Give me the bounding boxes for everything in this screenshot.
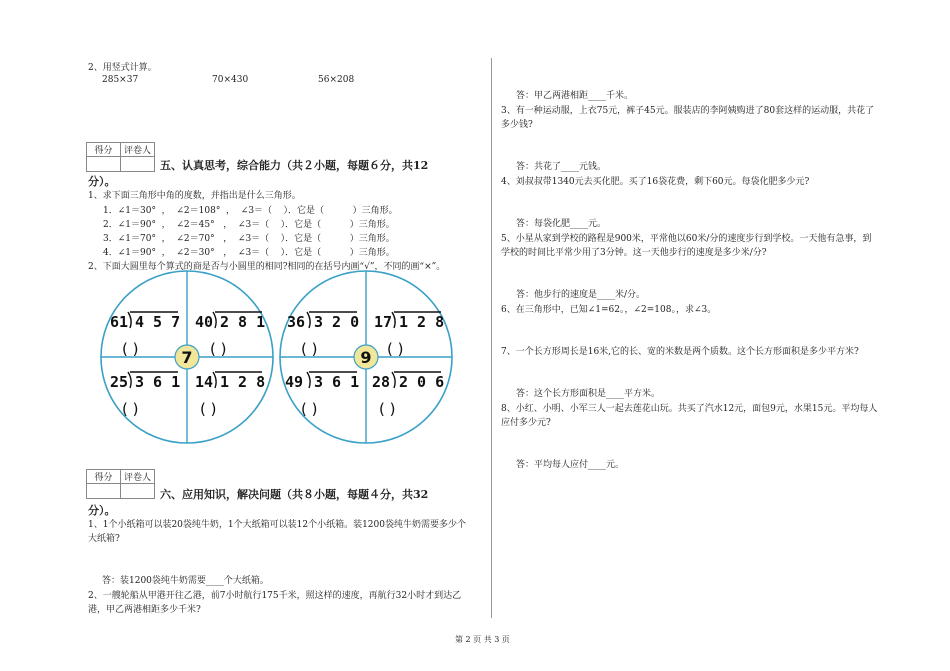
s5-q1-row: 2．∠1＝90° ， ∠2＝45° ， ∠3＝（ ）．它是（ ）三角形。 xyxy=(103,220,395,230)
question-8: 8、小红、小明、小军三人一起去莲花山玩。共买了汽水12元，面包9元，水果15元。平均每人 xyxy=(501,404,878,414)
s6-question-1-cont: 大纸箱? xyxy=(88,534,120,544)
score-cell xyxy=(87,157,121,172)
grader-cell xyxy=(121,157,155,172)
dividend: 2 0 6 xyxy=(399,373,445,391)
section6-title-cont: 分）。 xyxy=(88,504,116,517)
page-footer: 第 2 页 共 3 页 xyxy=(455,635,510,644)
score-label: 得分 xyxy=(87,143,121,157)
dividend: 2 8 1 xyxy=(220,313,266,331)
divisor: 14 xyxy=(195,373,214,391)
divisor: 61 xyxy=(110,313,129,331)
answer-paren: ( ) xyxy=(122,340,139,358)
dividend: 3 2 0 xyxy=(314,313,360,331)
s5-question-1: 1、求下面三角形中角的度数，并指出是什么三角形。 xyxy=(88,191,301,201)
dividend: 3 6 1 xyxy=(314,373,360,391)
dividend: 4 5 7 xyxy=(135,313,181,331)
s6-question-2: 2、一艘轮船从甲港开往乙港，前7小时航行175千米，照这样的速度，再航行32小时才到达乙 xyxy=(88,591,462,601)
answer-5: 答：他步行的速度是____米/分。 xyxy=(516,290,646,300)
grader-label: 评卷人 xyxy=(121,143,155,157)
s5-q1-row: 1．∠1＝30° ， ∠2＝108° ， ∠3＝（ ）．它是（ ）三角形。 xyxy=(103,206,398,216)
answer-2: 答：甲乙两港相距____千米。 xyxy=(516,91,634,101)
divisor: 25 xyxy=(110,373,129,391)
score-table-6 xyxy=(86,469,155,499)
s5-q1-row: 3．∠1＝70° ， ∠2＝70° ， ∠3＝（ ）．它是（ ）三角形。 xyxy=(103,234,395,244)
divisor: 40 xyxy=(195,313,214,331)
question-5: 5、小星从家到学校的路程是900米，平常他以60米/分的速度步行到学校。一天他有急事，到 xyxy=(501,234,872,244)
question-3: 3、有一种运动服，上衣75元，裤子45元。服装店的李阿姨购进了80套这样的运动服，共花了 xyxy=(501,106,875,116)
question-8-cont: 应付多少元? xyxy=(501,418,551,428)
answer-paren: ( ) xyxy=(387,340,404,358)
score-label: 得分 xyxy=(87,470,121,484)
question-4: 4、刘叔叔带1340元去买化肥。买了16袋花费，剩下60元。每袋化肥多少元? xyxy=(501,177,810,187)
q2-item-1: 285×37 xyxy=(102,75,139,85)
section5-title: 五、认真思考，综合能力（共２小题，每题６分，共12 xyxy=(160,159,429,172)
section6-title: 六、应用知识，解决问题（共８小题，每题４分，共32 xyxy=(160,488,429,501)
question-7: 7、一个长方形周长是16米,它的长、宽的米数是两个质数。这个长方形面积是多少平方米? xyxy=(501,347,859,357)
answer-paren: ( ) xyxy=(379,400,396,418)
q2-item-2: 70×430 xyxy=(212,75,249,85)
answer-paren: ( ) xyxy=(301,340,318,358)
answer-3: 答：共花了____元钱。 xyxy=(516,162,607,172)
small-circle-number: 7 xyxy=(181,348,193,367)
s6-question-2-cont: 港，甲乙两港相距多少千米? xyxy=(88,605,201,615)
dividend: 3 6 1 xyxy=(135,373,181,391)
answer-paren: ( ) xyxy=(301,400,318,418)
small-circle-number: 9 xyxy=(360,348,372,367)
grader-label: 评卷人 xyxy=(121,470,155,484)
answer-4: 答：每袋化肥____元。 xyxy=(516,219,607,229)
q2-item-3: 56×208 xyxy=(318,75,355,85)
score-cell xyxy=(87,484,121,499)
divisor: 36 xyxy=(287,313,306,331)
score-table-5 xyxy=(86,142,155,172)
divisor: 28 xyxy=(372,373,391,391)
column-divider xyxy=(491,58,492,618)
s5-q1-row: 4．∠1＝90° ， ∠2＝30° ， ∠3＝（ ）．它是（ ）三角形。 xyxy=(103,248,395,258)
s6-question-1: 1、1个小纸箱可以装20袋纯牛奶，1个大纸箱可以装12个小纸箱。装1200袋纯牛奶需要多少个 xyxy=(88,520,466,530)
big-circle-2 xyxy=(280,271,452,443)
s5-question-2: 2、下面大圆里每个算式的商是否与小圆里的相同?相同的在括号内画“√”，不同的画“×”。 xyxy=(88,262,446,272)
answer-7: 答：这个长方形面积是____平方米。 xyxy=(516,389,661,399)
divisor: 17 xyxy=(374,313,393,331)
answer-paren: ( ) xyxy=(122,400,139,418)
grader-cell xyxy=(121,484,155,499)
answer-paren: ( ) xyxy=(200,400,217,418)
answer-paren: ( ) xyxy=(210,340,227,358)
big-circle-1 xyxy=(101,271,273,443)
q2-title: 2、用竖式计算。 xyxy=(88,63,157,73)
dividend: 1 2 8 xyxy=(399,313,445,331)
answer-8: 答：平均每人应付____元。 xyxy=(516,460,625,470)
question-3-cont: 多少钱? xyxy=(501,120,533,130)
divisor: 49 xyxy=(285,373,304,391)
question-6: 6、在三角形中，已知∠1=62。，∠2=108。，求∠3。 xyxy=(501,305,717,315)
s6-answer-1: 答：装1200袋纯牛奶需要____个大纸箱。 xyxy=(102,576,269,586)
section5-title-cont: 分）。 xyxy=(88,175,116,188)
question-5-cont: 学校的时间比平常少用了3分钟。这一天他步行的速度是多少米/分? xyxy=(501,248,767,258)
dividend: 1 2 8 xyxy=(220,373,266,391)
circles-figure xyxy=(100,270,465,445)
